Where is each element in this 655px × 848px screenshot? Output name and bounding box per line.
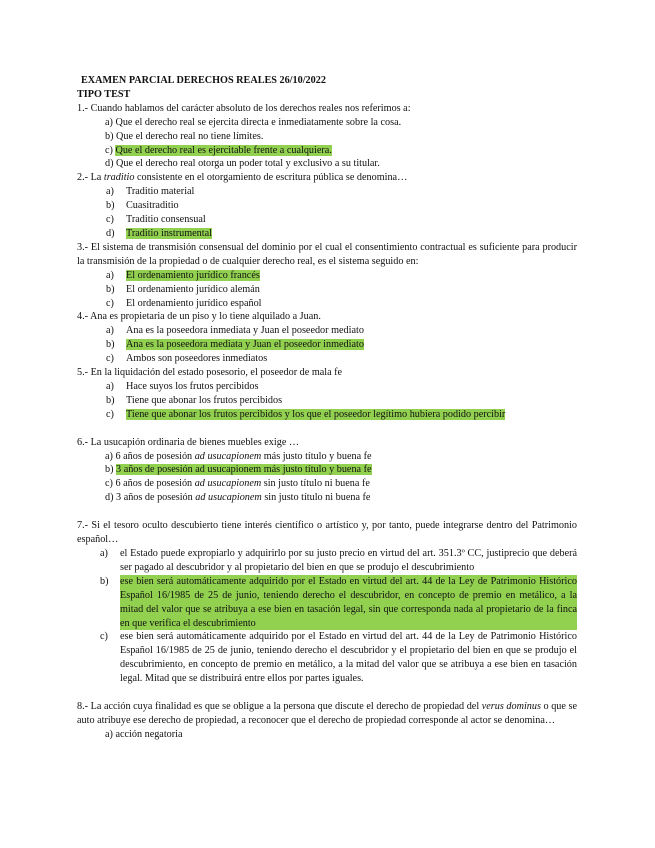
option-label: c) [106, 408, 114, 420]
q8-option-a[interactable] [105, 728, 577, 742]
option-label: b) [106, 339, 115, 351]
option-label: b) [106, 283, 115, 295]
highlighted-answer: Ana es la poseedora mediata y Juan el poseedor inmediato [126, 339, 364, 351]
option-text: Que el derecho real no tiene límites. [116, 130, 264, 142]
q7-option-a[interactable] [100, 547, 577, 575]
question-text-part: o que se auto atribuye ese derecho de propiedad, a reconocer que el derecho de propiedad corresponde al actor se denomina… [77, 701, 577, 726]
question-7-text: 7.- Si el tesoro oculto descubierto tiene interés científico o artístico y, por tanto, puede integrarse dentro del Patrimonio español… [77, 520, 577, 546]
option-label: c) [106, 297, 114, 309]
option-label: c) [106, 353, 114, 365]
q6-option-d[interactable] [105, 491, 577, 505]
option-text: acción negatoria [115, 728, 183, 740]
question-6-text: 6.- La usucapión ordinaria de bienes muebles exige … [77, 436, 300, 448]
q6-option-b[interactable] [105, 463, 577, 477]
spacer [77, 505, 577, 519]
question-3-text: 3.- El sistema de transmisión consensual del dominio por el cual el consentimiento contractual es suficiente para producir la transmisión de la propiedad o de cualquier derecho real, es el sistema seguido en: [77, 241, 577, 267]
q2-option-d[interactable] [106, 227, 577, 241]
option-text: 6 años de posesión [115, 450, 195, 462]
option-label: c) [100, 631, 108, 643]
option-text: Hace suyos los frutos percibidos [126, 380, 259, 392]
option-text-emphasis: ad usucapionem [194, 478, 262, 490]
option-text: El ordenamiento jurídico español [126, 297, 262, 309]
q2-option-b[interactable] [106, 199, 577, 213]
q5-option-c[interactable] [106, 408, 577, 422]
option-text: el Estado puede expropiarlo y adquirirlo por su justo precio en virtud del art. 351.3º CC, justiprecio que deberá ser pagado al descubridor y al propietario del bien en que se produjo el descubrimiento [120, 548, 577, 573]
question-1 [77, 102, 577, 172]
option-text: Que el derecho real otorga un poder total y exclusivo a su titular. [116, 158, 380, 170]
question-8 [77, 700, 577, 742]
option-text: Traditio consensual [126, 214, 206, 226]
highlighted-answer: Traditio instrumental [126, 227, 212, 239]
question-3 [77, 241, 577, 311]
q4-option-b[interactable] [106, 338, 577, 352]
option-text: Traditio material [126, 186, 195, 198]
option-label: c) [106, 214, 114, 226]
option-text: Cuasitraditio [126, 200, 179, 212]
option-text: 3 años de posesión [116, 492, 196, 504]
option-label: b) [106, 394, 115, 406]
q4-option-c[interactable] [106, 352, 577, 366]
option-text-emphasis: ad usucapionem [195, 492, 262, 504]
option-text: Ambos son poseedores inmediatos [126, 353, 268, 365]
q7-option-b[interactable] [100, 575, 577, 631]
option-label: a) [105, 116, 113, 128]
q1-option-a[interactable] [105, 116, 577, 130]
exam-title: EXAMEN PARCIAL DERECHOS REALES 26/10/2022 [81, 75, 326, 86]
question-8-text [77, 700, 577, 728]
highlighted-answer: Que el derecho real es ejercitable frente a cualquiera. [115, 144, 332, 156]
spacer [77, 686, 577, 700]
question-5-text: 5.- En la liquidación del estado posesorio, el poseedor de mala fe [77, 367, 343, 379]
option-text: Tiene que abonar los frutos percibidos [126, 394, 283, 406]
option-label: a) [106, 325, 114, 337]
question-6 [77, 436, 577, 506]
q1-option-d[interactable] [105, 157, 577, 171]
question-4-text: 4.- Ana es propietaria de un piso y lo tiene alquilado a Juan. [77, 311, 321, 323]
option-label: b) [100, 575, 109, 587]
option-label: d) [106, 227, 115, 239]
option-label: d) [105, 492, 114, 504]
option-text: Que el derecho real se ejercita directa e inmediatamente sobre la cosa. [115, 116, 402, 128]
option-label: a) [106, 269, 114, 281]
question-text-emphasis: traditio [103, 172, 135, 184]
option-label: d) [105, 158, 114, 170]
option-text: sin justo título ni buena fe [261, 492, 371, 504]
option-text: más justo título y buena fe [261, 450, 372, 462]
question-2-text [77, 171, 577, 185]
question-5 [77, 366, 577, 422]
q1-option-b[interactable] [105, 130, 577, 144]
question-2 [77, 171, 577, 241]
q6-option-a[interactable] [105, 450, 577, 464]
option-text: 6 años de posesión [115, 478, 195, 490]
question-7 [77, 519, 577, 686]
highlighted-answer: El ordenamiento jurídico francés [126, 269, 260, 281]
question-text-emphasis: verus dominus [481, 701, 541, 713]
question-4 [77, 310, 577, 366]
option-text: Ana es la poseedora inmediata y Juan el poseedor mediato [126, 325, 364, 337]
q2-option-a[interactable] [106, 185, 577, 199]
question-1-text: 1.- Cuando hablamos del carácter absoluto de los derechos reales nos referimos a: [77, 102, 411, 114]
option-text-emphasis: ad usucapionem [194, 450, 262, 462]
exam-subtitle: TIPO TEST [77, 88, 131, 100]
option-text: El ordenamiento jurídico alemán [126, 283, 260, 295]
highlighted-answer: 3 años de posesión ad usucapionem más justo título y buena fe [116, 464, 372, 476]
q4-option-a[interactable] [106, 324, 577, 338]
option-label: c) [105, 144, 113, 156]
q5-option-b[interactable] [106, 394, 577, 408]
option-label: a) [106, 380, 114, 392]
option-label: b) [105, 464, 114, 476]
option-label: a) [105, 728, 113, 740]
option-label: c) [105, 478, 113, 490]
option-label: a) [105, 450, 113, 462]
q1-option-c[interactable] [105, 144, 577, 158]
option-label: a) [106, 186, 114, 198]
option-label: b) [105, 130, 114, 142]
option-label: b) [106, 200, 115, 212]
option-text: ese bien será automáticamente adquirido por el Estado en virtud del art. 44 de la Ley de Patrimonio Histórico Español 16/1985 de 25 de junio, teniendo derecho el descubridor y el propietario del bien en que se produjo el descubrimiento, en concepto de premio en metálico, a la mitad del valor que se atribuya a ese bien en tasación legal. Mitad que se distribuirá entre ellos por partes iguales. [120, 631, 577, 685]
question-text-part: consistente en el otorgamiento de escritura pública se denomina… [134, 172, 408, 184]
option-label: a) [100, 548, 108, 559]
question-text-part: 8.- La acción cuya finalidad es que se obligue a la persona que discute el derecho de propiedad del [77, 701, 482, 713]
q3-option-c[interactable] [106, 297, 577, 311]
q3-option-a[interactable] [106, 269, 577, 283]
option-text: sin justo título ni buena fe [261, 478, 370, 490]
spacer [77, 422, 577, 436]
highlighted-answer: Tiene que abonar los frutos percibidos y los que el poseedor legítimo hubiera podido percibir [126, 408, 506, 420]
q6-option-c[interactable] [105, 477, 577, 491]
question-text-part: 2.- La [77, 172, 104, 184]
q5-option-a[interactable] [106, 380, 577, 394]
exam-content [77, 74, 577, 742]
q7-option-c[interactable] [100, 630, 577, 686]
q3-option-b[interactable] [106, 283, 577, 297]
highlighted-answer: ese bien será automáticamente adquirido por el Estado en virtud del art. 44 de la Ley de Patrimonio Histórico Español 16/1985 de 25 de junio, teniendo derecho el descubridor, en concepto de premio en metálico, a la mitad del valor que se atribuya a ese bien en tasación legal, sin que corresponda nada al propietario de la finca en que verifica el descubrimiento [120, 575, 577, 629]
q2-option-c[interactable] [106, 213, 577, 227]
